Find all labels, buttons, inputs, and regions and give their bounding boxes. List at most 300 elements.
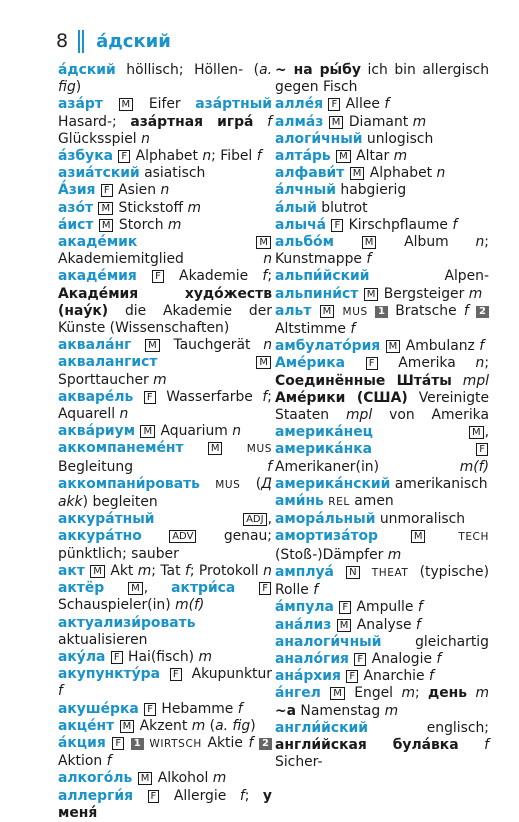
headword: амбулато́рия — [275, 338, 381, 355]
page-number: 8 — [56, 30, 69, 52]
text — [93, 200, 97, 216]
dictionary-entry — [58, 735, 272, 770]
italic-text: f — [256, 148, 262, 165]
text — [184, 440, 207, 456]
text — [200, 476, 215, 492]
usage-label: TECH — [458, 531, 489, 544]
grammar-tag: F — [170, 668, 182, 681]
text: ; — [244, 787, 263, 804]
text: habgierig — [335, 182, 407, 199]
text: ich bin allergisch gegen Fisch — [275, 62, 489, 96]
dictionary-entry — [58, 440, 272, 511]
bold-phrase: Акаде́мия худо́жеств (нау́к) — [58, 285, 272, 319]
text: die Akademie der Künste (Wissenschaften) — [58, 302, 272, 337]
dictionary-entry — [58, 200, 272, 217]
italic-text: n — [160, 182, 170, 199]
italic-text: f — [313, 582, 319, 599]
text: Altstimme — [275, 321, 351, 338]
headword: ана́рхия — [275, 668, 341, 685]
grammar-tag: F — [331, 219, 343, 232]
text: Hebamme — [156, 700, 238, 717]
grammar-tag: M — [98, 202, 113, 215]
grammar-tag: M — [329, 116, 344, 129]
sense-number: 1 — [131, 738, 144, 750]
text — [323, 114, 327, 130]
dictionary-entry — [58, 148, 272, 165]
text: Namenstag — [296, 702, 385, 719]
headword: азиа́тский — [58, 165, 140, 182]
grammar-tag: M — [140, 425, 155, 438]
text — [253, 114, 267, 130]
headword: амора́льный — [275, 511, 376, 528]
grammar-tag: M — [99, 219, 114, 232]
text: amen — [349, 493, 394, 510]
text: von Amerika — [372, 407, 489, 424]
text: , — [484, 424, 489, 441]
headword: амортиза́тор — [275, 528, 378, 545]
text — [85, 563, 89, 579]
headword: аза́ртный — [195, 96, 272, 113]
headword: аккомпани́ровать — [58, 475, 200, 492]
text: Alpen- — [369, 268, 489, 285]
dictionary-entry — [275, 148, 489, 165]
dictionary-entry — [275, 268, 489, 302]
grammar-tag: F — [144, 391, 156, 404]
italic-text: n — [475, 234, 485, 251]
italic-text: m — [387, 546, 402, 563]
text — [160, 666, 169, 682]
grammar-tag: F — [118, 150, 130, 163]
text — [95, 182, 99, 198]
headword: алыча́ — [275, 216, 327, 233]
italic-text: f — [184, 562, 190, 579]
headword: а́мпула — [275, 599, 334, 616]
text: Stickstoff — [114, 199, 188, 216]
grammar-tag: M — [411, 530, 426, 543]
italic-text: m(f) — [459, 458, 489, 475]
grammar-tag: M — [128, 582, 143, 595]
dictionary-entry — [58, 217, 272, 234]
text: ; Tat — [151, 562, 185, 579]
text: Tauchgerät — [160, 337, 264, 354]
italic-text: m — [412, 113, 427, 130]
italic-text: n — [263, 251, 272, 268]
text: blutrot — [316, 199, 368, 216]
text: , — [267, 511, 272, 528]
bold-phrase: аза́ртная игра́ — [130, 113, 254, 130]
text — [311, 303, 318, 319]
headword: амплуа́ — [275, 563, 334, 580]
text: Akademiemitglied — [58, 251, 264, 268]
dictionary-entry — [58, 666, 272, 700]
text: Vereinigte Staaten — [275, 389, 490, 424]
text: ) — [250, 717, 256, 734]
headword: алоги́чный — [275, 130, 363, 147]
dictionary-entry — [275, 668, 489, 685]
text — [334, 234, 361, 250]
text: Hasard-; — [58, 113, 131, 130]
dictionary-entry — [275, 131, 489, 148]
italic-text: m — [198, 648, 213, 665]
text: höllisch; Höllen- ( — [115, 62, 260, 78]
italic-text: m — [393, 148, 408, 165]
headword: аква́риум — [58, 423, 136, 440]
text: ; — [414, 685, 429, 702]
grammar-tag: F — [144, 703, 156, 716]
headword: актуализи́ровать — [58, 614, 196, 631]
headword: аккура́тный — [58, 511, 155, 528]
text: Akzent — [135, 717, 192, 734]
italic-text: f — [429, 668, 434, 685]
headword: америка́нка — [275, 441, 373, 458]
text: Anarchie — [359, 668, 429, 685]
text — [139, 701, 143, 717]
text — [372, 441, 475, 457]
text — [469, 303, 476, 319]
dictionary-entry — [58, 337, 272, 389]
bold-phrase: Соединённые Шта́ты — [275, 372, 452, 389]
dictionary-entry — [275, 617, 489, 634]
text: Amerika — [378, 355, 476, 372]
guide-word: а́дский — [96, 30, 171, 52]
text: Sporttaucher — [58, 371, 154, 388]
text: Aquarium — [156, 423, 233, 440]
text: Diamant — [344, 113, 413, 130]
sense-number: 2 — [476, 306, 489, 318]
italic-text: f — [248, 734, 254, 751]
text: Glücksspiel — [58, 130, 142, 147]
bold-phrase: ~а — [275, 702, 297, 719]
grammar-tag: M — [119, 98, 134, 111]
dictionary-entry — [275, 114, 489, 131]
text: Alkohol — [153, 770, 213, 787]
grammar-tag: F — [259, 582, 271, 595]
grammar-tag: F — [111, 651, 123, 664]
grammar-tag: M — [336, 150, 351, 163]
text: (typische) Rolle — [275, 563, 489, 599]
text: unmoralisch — [375, 511, 466, 528]
text — [349, 651, 353, 667]
text: ; Kunstmappe — [275, 234, 489, 268]
grammar-tag: N — [346, 566, 359, 579]
usage-label: MUS — [342, 305, 368, 318]
headword: акт — [58, 562, 85, 579]
text: ; — [267, 268, 272, 285]
headword: а́кция — [58, 734, 106, 751]
right-column — [275, 62, 489, 771]
headword: альпини́ст — [275, 285, 359, 302]
italic-text: a. fig — [215, 717, 251, 734]
grammar-tag: M — [320, 305, 335, 318]
text — [235, 580, 258, 596]
text — [361, 564, 372, 580]
text: Engel — [345, 685, 402, 702]
dictionary-entry — [58, 96, 272, 148]
italic-text: m — [137, 562, 152, 579]
header-divider — [78, 30, 84, 53]
italic-text: m — [468, 285, 483, 302]
headword: алма́з — [275, 113, 324, 130]
text: Eifer — [134, 96, 196, 113]
grammar-tag: M — [256, 236, 271, 249]
headword: америка́нец — [275, 424, 373, 441]
italic-text: n — [263, 562, 272, 579]
grammar-tag: F — [354, 653, 366, 666]
text: Wasserfarbe — [156, 388, 263, 405]
italic-text: f — [384, 96, 390, 113]
text: ; Aquarell — [58, 388, 272, 423]
italic-text: n — [232, 423, 242, 440]
text: Bergsteiger — [379, 285, 469, 302]
headword: акаде́мик — [58, 234, 138, 251]
text — [321, 685, 329, 701]
italic-text: n — [263, 337, 272, 354]
text: Asien — [113, 182, 161, 199]
text — [113, 148, 117, 164]
headword: актёр — [58, 580, 105, 597]
dictionary-entry — [58, 718, 272, 735]
grammar-tag: M — [469, 426, 484, 439]
text: gleichartig — [381, 633, 489, 650]
grammar-tag: M — [362, 236, 377, 249]
text — [104, 580, 127, 596]
italic-text: Д akk — [58, 475, 272, 511]
dictionary-entry — [58, 615, 272, 649]
italic-text: n — [141, 130, 150, 147]
text: Alphabet — [131, 148, 203, 165]
text: Schauspieler(in) — [58, 597, 176, 614]
text — [459, 737, 484, 753]
dictionary-entry — [275, 200, 489, 217]
text: Sicher- — [275, 754, 323, 771]
text: Altar — [351, 148, 394, 165]
usage-label: THEAT — [371, 566, 409, 579]
dictionary-entry — [275, 303, 489, 338]
text — [155, 511, 243, 527]
headword: акупункту́ра — [58, 666, 160, 683]
dictionary-entry — [275, 528, 489, 563]
text — [331, 148, 335, 164]
text: Hai(fisch) — [123, 648, 199, 665]
text: Amerikaner(in) — [275, 458, 460, 475]
headword: азо́т — [58, 199, 94, 216]
italic-text: f — [350, 321, 356, 338]
text: Akademie — [164, 268, 263, 285]
headword: а́лчный — [275, 182, 336, 199]
usage-label: MUS — [215, 478, 241, 491]
italic-text: f — [479, 338, 485, 355]
headword: альбо́м — [275, 234, 334, 251]
dictionary-entry — [58, 770, 272, 787]
headword: альт — [275, 302, 312, 319]
text: englisch; — [368, 719, 489, 736]
text: amerikanisch — [390, 475, 488, 492]
dictionary-entry — [275, 599, 489, 616]
grammar-tag: F — [366, 357, 378, 370]
text: Allee — [341, 96, 385, 113]
grammar-tag: M — [256, 356, 271, 369]
dictionary-entry — [58, 389, 272, 423]
grammar-tag: M — [138, 772, 153, 785]
text — [323, 96, 327, 112]
text: ; Protokoll — [189, 562, 264, 579]
italic-text: m — [153, 371, 167, 388]
italic-text: f — [262, 268, 268, 285]
italic-text: f — [366, 251, 372, 268]
text: Aktion — [58, 753, 107, 770]
text — [93, 217, 97, 233]
grammar-tag: M — [145, 339, 160, 352]
headword: акуше́рка — [58, 700, 139, 717]
headword: англи́йский — [275, 719, 368, 736]
grammar-tag: F — [476, 443, 488, 456]
headword: альпи́йский — [275, 268, 370, 285]
text: Bratsche — [387, 302, 464, 319]
dictionary-entry — [275, 165, 489, 182]
italic-text: n — [475, 355, 485, 372]
bold-phrase: день — [428, 685, 468, 702]
italic-text: mpl — [462, 372, 490, 389]
italic-text: m — [191, 717, 206, 734]
italic-text: m(f) — [175, 597, 205, 614]
text — [341, 668, 345, 684]
italic-text: m — [212, 770, 227, 787]
text — [334, 599, 338, 615]
headword: акце́нт — [58, 717, 115, 734]
headword: аллерги́я — [58, 787, 133, 804]
bold-phrase: англи́йская була́вка — [275, 736, 459, 753]
text: Begleitung — [58, 458, 268, 475]
text: Album — [377, 234, 476, 251]
headword: Аме́рика — [275, 355, 346, 372]
text: ) — [75, 79, 82, 96]
italic-text: n — [119, 406, 129, 423]
italic-text: m — [187, 199, 202, 216]
text — [133, 389, 143, 405]
grammar-tag: F — [101, 184, 113, 197]
dictionary-entry — [58, 423, 272, 440]
text: ; Fibel — [211, 148, 257, 165]
text — [335, 303, 342, 319]
page-header — [56, 26, 171, 56]
dictionary-entry — [58, 511, 272, 563]
grammar-tag: F — [112, 737, 124, 750]
headword: а́нгел — [275, 685, 321, 702]
grammar-tag: F — [339, 601, 351, 614]
dictionary-entry — [58, 182, 272, 199]
text: unlogisch — [362, 130, 434, 147]
grammar-tag: F — [152, 270, 164, 283]
text — [135, 423, 139, 439]
text: genau; pünktlich; sauber — [58, 528, 272, 562]
headword: аналоги́чный — [275, 633, 382, 650]
headword: аккура́тно — [58, 528, 142, 545]
headword: аквала́нг — [58, 337, 132, 354]
dictionary-entry — [275, 685, 489, 719]
text: (Stoß-)Dämpfer — [275, 546, 388, 563]
italic-text: f — [415, 616, 421, 633]
dictionary-entry — [58, 788, 272, 822]
headword: актри́са — [171, 580, 236, 597]
headword: алта́рь — [275, 148, 331, 165]
grammar-tag: M — [337, 619, 352, 632]
headword: ами́нь — [275, 493, 324, 510]
text — [331, 617, 335, 633]
grammar-tag: M — [350, 167, 365, 180]
italic-text: f — [267, 113, 272, 130]
dictionary-entry — [275, 720, 489, 772]
italic-text: f — [463, 302, 469, 319]
grammar-tag: M — [120, 720, 135, 733]
text: ( — [205, 717, 216, 734]
text — [334, 564, 345, 580]
headword: ана́лиз — [275, 616, 332, 633]
headword: анало́гия — [275, 650, 349, 667]
grammar-tag: M — [364, 288, 379, 301]
text: aktualisieren — [58, 631, 148, 648]
usage-label: WIRTSCH — [149, 737, 202, 750]
dictionary-entry — [275, 96, 489, 113]
headword: аккомпанеме́нт — [58, 440, 184, 457]
text — [358, 286, 362, 302]
text — [132, 770, 136, 786]
grammar-tag: ADJ — [243, 513, 267, 526]
text: ; — [484, 355, 489, 372]
text: Kirschpflaume — [344, 216, 453, 233]
italic-text: f — [484, 736, 489, 753]
italic-text: f — [239, 787, 245, 804]
text: Ampulle — [352, 599, 418, 616]
text — [114, 718, 118, 734]
dictionary-entry — [58, 165, 272, 182]
dictionary-entry — [275, 62, 489, 96]
headword: америка́нский — [275, 475, 391, 492]
italic-text: f — [106, 753, 112, 770]
headword: а́дский — [58, 62, 116, 78]
text: Allergie — [160, 787, 240, 804]
text: ( — [240, 475, 262, 492]
italic-text: f — [58, 683, 63, 700]
text: , — [143, 580, 172, 597]
text — [142, 528, 168, 544]
text: Alphabet — [365, 165, 437, 182]
text — [368, 303, 375, 319]
bold-phrase: ~ на ры́бу — [275, 62, 361, 78]
text — [133, 788, 147, 804]
text: asiatisch — [139, 165, 206, 182]
italic-text: m — [475, 685, 489, 702]
text — [106, 735, 112, 751]
dictionary-entry — [275, 493, 489, 511]
sense-number: 1 — [375, 306, 388, 318]
grammar-tag: F — [346, 670, 358, 683]
text — [373, 424, 468, 440]
dictionary-entry — [275, 182, 489, 199]
grammar-tag: ADV — [169, 530, 196, 543]
text: Analyse — [352, 616, 416, 633]
italic-text: n — [436, 165, 446, 182]
italic-text: f — [267, 458, 272, 475]
headword: акаде́мия — [58, 268, 137, 285]
headword: алфави́т — [275, 165, 345, 182]
grammar-tag: M — [208, 442, 223, 455]
text — [157, 354, 255, 370]
text: Akupunktur — [182, 666, 272, 683]
italic-text: mpl — [345, 407, 373, 424]
headword: аквалангист — [58, 354, 158, 371]
grammar-tag: M — [330, 687, 345, 700]
text — [344, 165, 348, 181]
